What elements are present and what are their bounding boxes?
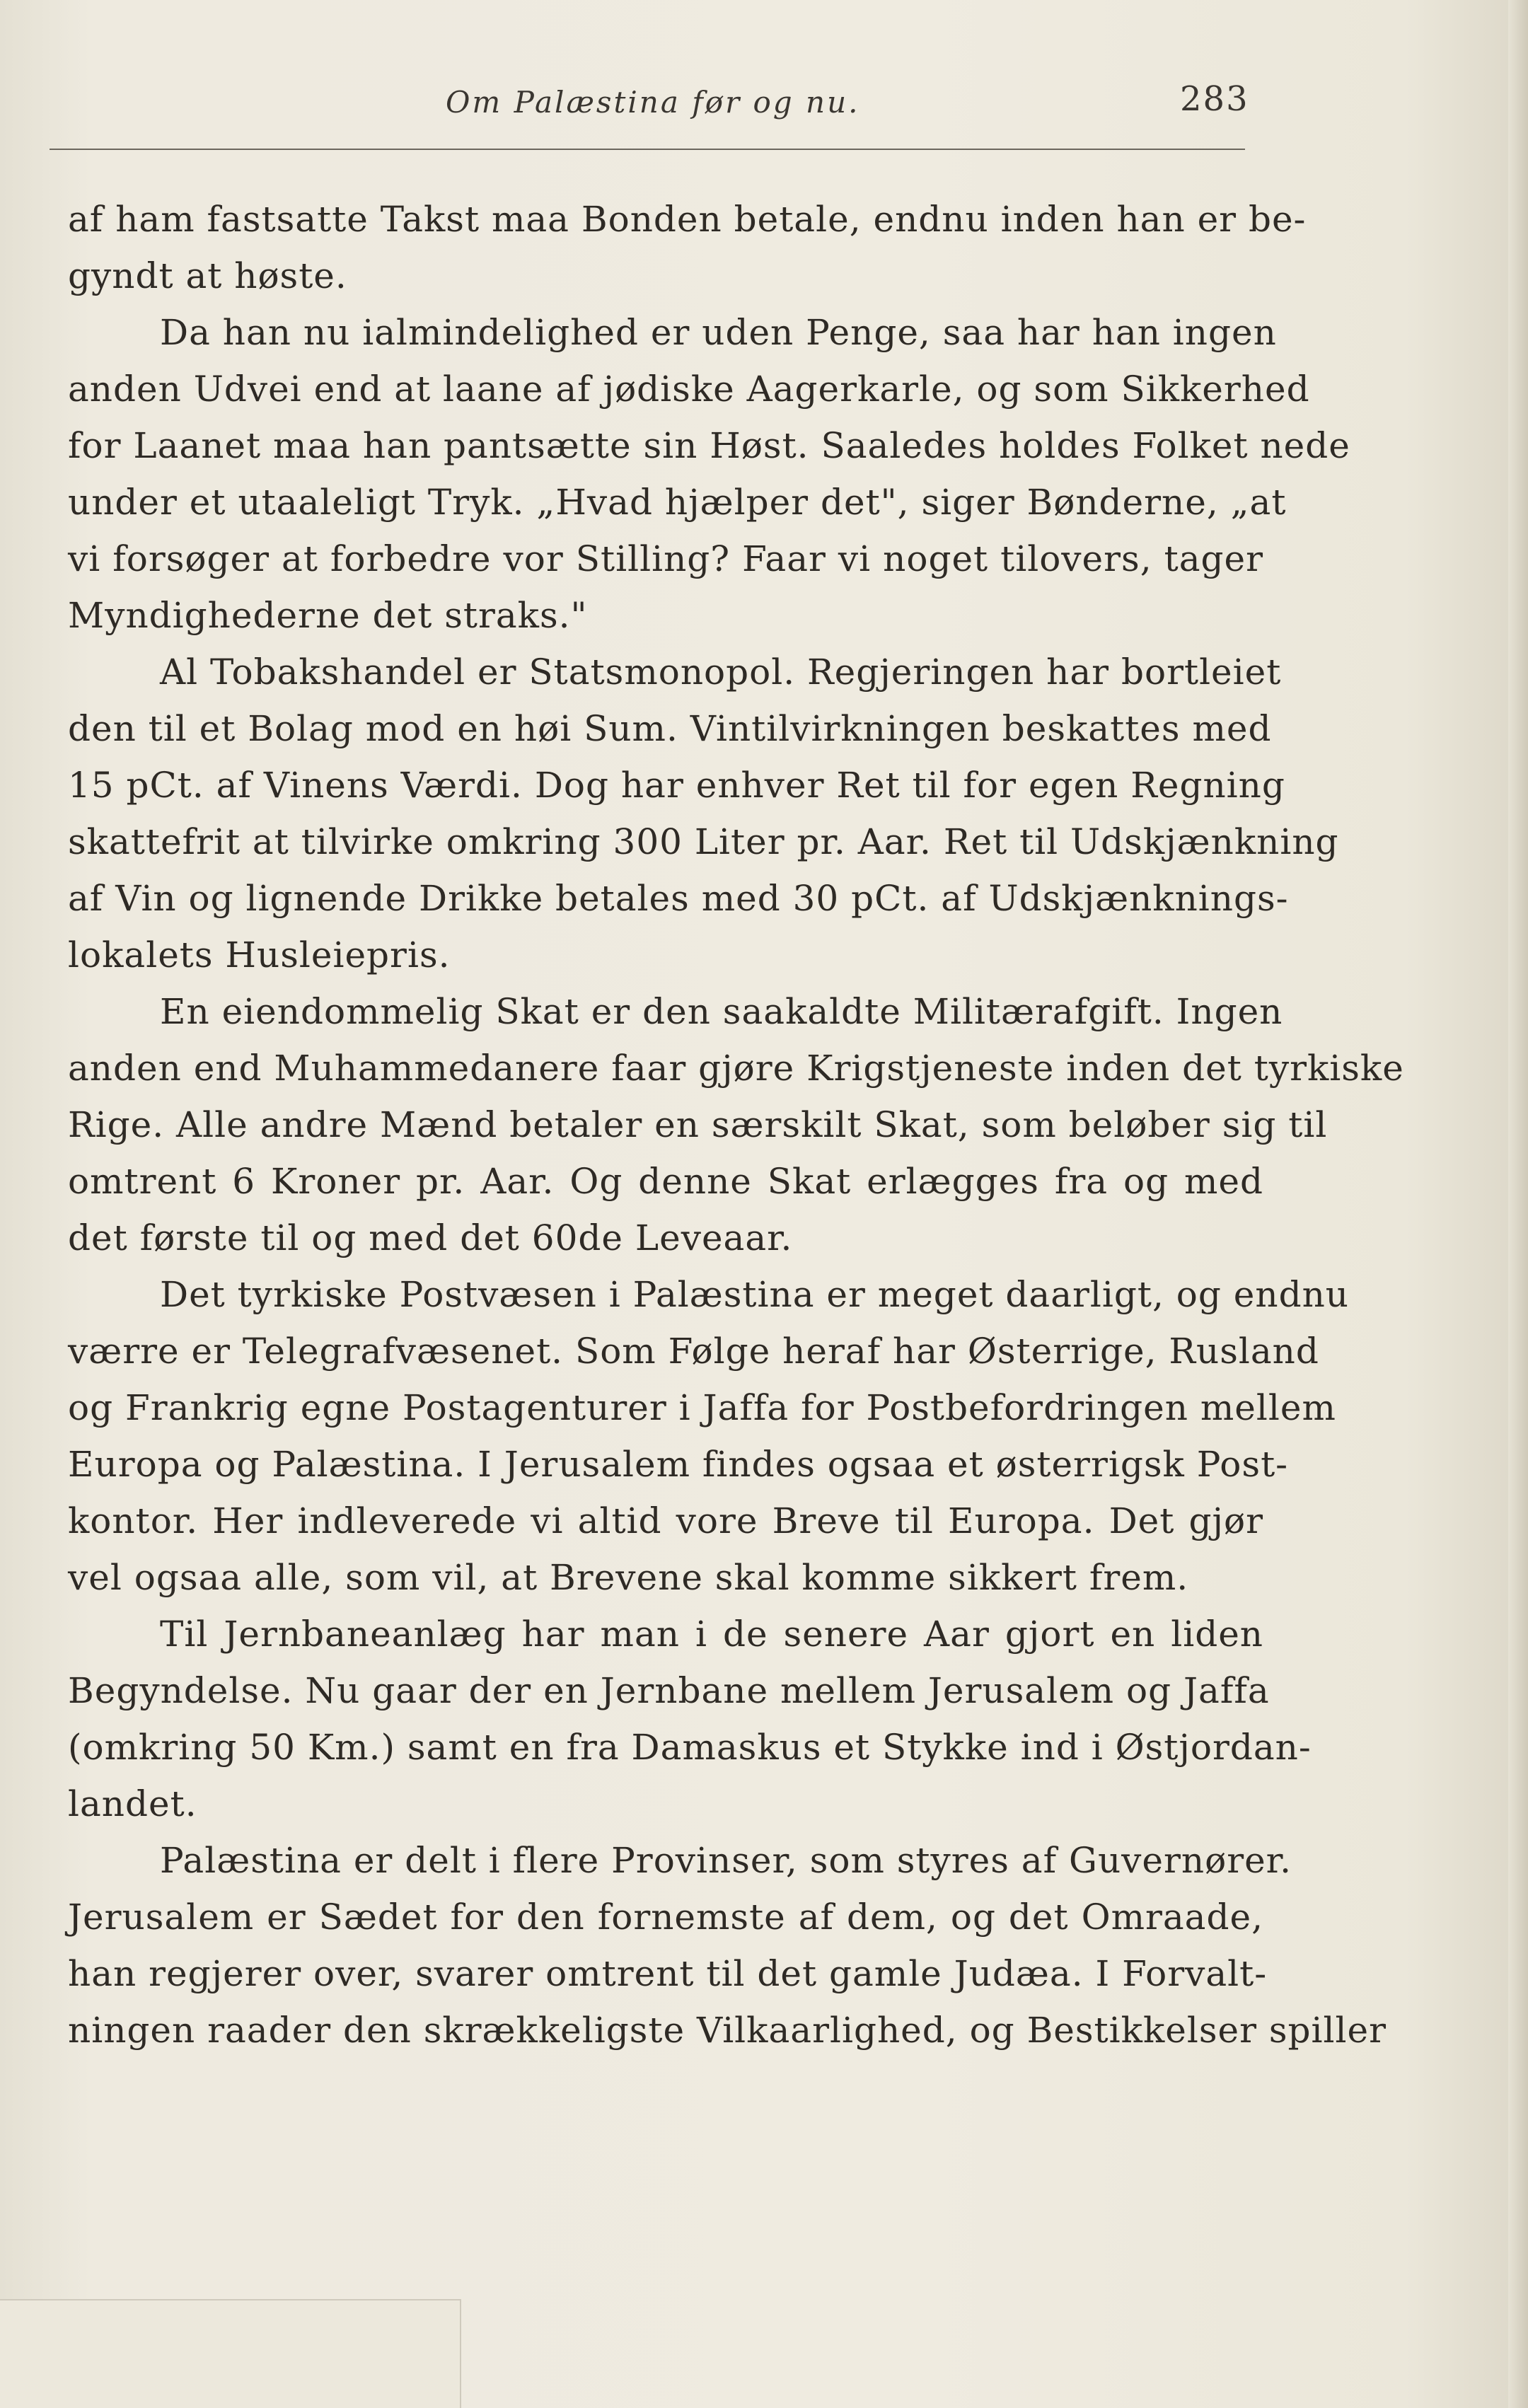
text-line: Da han nu ialmindelighed er uden Penge, saa har han ingen: [160, 312, 1277, 353]
scan-margin-box: [0, 2299, 461, 2408]
text-line: Myndighederne det straks.": [68, 595, 588, 636]
text-line: han regjerer over, svarer omtrent til det gamle Judæa. I Forvalt-: [68, 1953, 1268, 1994]
text-line: ningen raader den skrækkeligste Vilkaarlighed, og Bestikkelser spiller: [68, 2010, 1387, 2051]
text-line: (omkring 50 Km.) samt en fra Damaskus et Stykke ind i Østjordan-: [68, 1727, 1312, 1768]
page-number: 283: [1180, 79, 1249, 119]
text-line: det første til og med det 60de Leveaar.: [68, 1217, 793, 1258]
text-line: landet.: [68, 1783, 197, 1824]
text-line: værre er Telegrafvæsenet. Som Følge heraf har Østerrige, Rusland: [68, 1331, 1319, 1372]
text-line: den til et Bolag mod en høi Sum. Vintilvirkningen beskattes med: [68, 708, 1272, 749]
text-line: gyndt at høste.: [68, 255, 347, 296]
header-rule: [50, 149, 1245, 150]
text-line: for Laanet maa han pantsætte sin Høst. Saaledes holdes Folket nede: [68, 425, 1350, 466]
text-line: Begyndelse. Nu gaar der en Jernbane mellem Jerusalem og Jaffa: [68, 1670, 1270, 1711]
text-line: skattefrit at tilvirke omkring 300 Liter pr. Aar. Ret til Udskjænkning: [68, 821, 1339, 862]
text-line: anden Udvei end at laane af jødiske Aagerkarle, og som Sikkerhed: [68, 369, 1310, 410]
text-line: Al Tobakshandel er Statsmonopol. Regjeringen har bortleiet: [160, 652, 1282, 693]
text-line: af ham fastsatte Takst maa Bonden betale, endnu inden han er be-: [68, 199, 1307, 240]
text-line: Rige. Alle andre Mænd betaler en særskilt Skat, som beløber sig til: [68, 1104, 1328, 1145]
body-text: [68, 191, 1404, 2059]
text-line: anden end Muhammedanere faar gjøre Krigstjeneste inden det tyrkiske: [68, 1048, 1404, 1089]
text-line: Europa og Palæstina. I Jerusalem findes ogsaa et østerrigsk Post-: [68, 1444, 1289, 1485]
text-line: omtrent 6 Kroner pr. Aar. Og denne Skat erlægges fra og med: [68, 1161, 1263, 1202]
text-line: vel ogsaa alle, som vil, at Brevene skal komme sikkert frem.: [68, 1557, 1189, 1598]
running-title: Om Palæstina før og nu.: [446, 85, 860, 120]
text-line: lokalets Husleiepris.: [68, 934, 451, 976]
text-line: af Vin og lignende Drikke betales med 30 pCt. af Udskjænknings-: [68, 878, 1289, 919]
text-line: kontor. Her indleverede vi altid vore Breve til Europa. Det gjør: [68, 1500, 1263, 1541]
text-line: vi forsøger at forbedre vor Stilling? Faar vi noget tilovers, tager: [68, 538, 1263, 579]
page-edge: [1508, 0, 1528, 2408]
text-line: 15 pCt. af Vinens Værdi. Dog har enhver Ret til for egen Regning: [68, 765, 1285, 806]
text-line: Jerusalem er Sædet for den fornemste af dem, og det Omraade,: [68, 1897, 1263, 1938]
text-line: og Frankrig egne Postagenturer i Jaffa for Postbefordringen mellem: [68, 1387, 1336, 1428]
text-line: Det tyrkiske Postvæsen i Palæstina er meget daarligt, og endnu: [160, 1274, 1349, 1315]
text-line: Til Jernbaneanlæg har man i de senere Aar gjort en liden: [160, 1614, 1263, 1655]
text-line: En eiendommelig Skat er den saakaldte Militærafgift. Ingen: [160, 991, 1283, 1032]
text-line: Palæstina er delt i flere Provinser, som styres af Guvernører.: [160, 1840, 1292, 1881]
page-header: [50, 79, 1249, 136]
text-line: under et utaaleligt Tryk. „Hvad hjælper det", siger Bønderne, „at: [68, 482, 1287, 523]
